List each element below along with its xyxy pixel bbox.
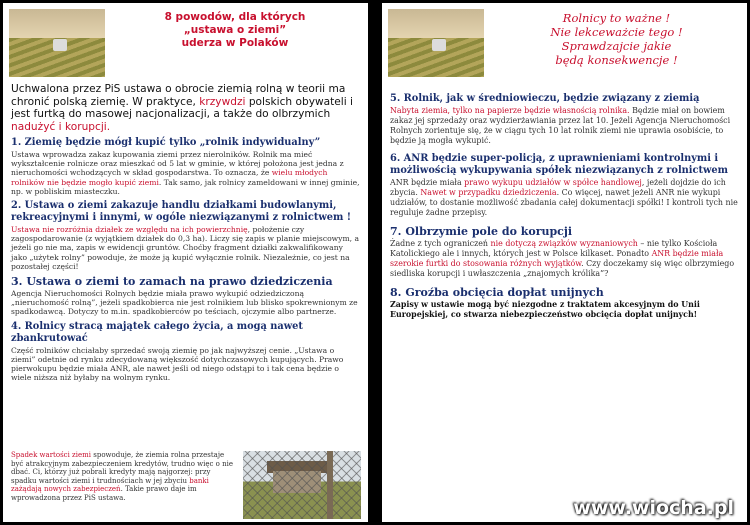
- section-8-body: Zapisy w ustawie mogą być niezgodne z traktatem akcesyjnym do Unii Europejskiej, co stwarza niebezpieczeństwo obcięcia dopłat unijnych!: [390, 300, 700, 319]
- left-header: 8 powodów, dla których „ustawa o ziemi” uderza w Polaków: [164, 11, 306, 49]
- left-content: [11, 83, 360, 386]
- section-7-title: 7. Olbrzymie pole do korupcji: [390, 225, 573, 238]
- land-value-note: Spadek wartości ziemi spowoduje, że ziemia rolna przestaje być atrakcyjnym zabezpieczeniem kredytów, trudno więc o nie dbać. Ci, którzy już pobrali kredyty mają najgorzej: przy spadku wartości ziemi i trudnościach w jej zbyciu banki zażądają nowych zabezpieczeń. Takie prawo daje im wprowadzona przez PiS ustawa.: [11, 451, 233, 502]
- section-4: [11, 321, 360, 383]
- section-6: [390, 153, 739, 218]
- section-4-body: Część rolników chciałaby sprzedać swoją ziemię po jak najwyższej cenie. „Ustawa o ziemi” odetnie od rynku zdecydowaną większość dotychczasowych kupujących. Prawo pierwokupu będzie miała ANR, ale nawet jeśli od niego odstąpi to i tak cena będzie o wiele niższa niż byłaby na wolnym rynku.: [11, 345, 344, 383]
- section-3-body: Agencja Nieruchomości Rolnych będzie miała prawo wykupić odziedziczoną „nieruchomość rolną”, jeżeli spadkobierca nie jest rolnikiem lub blisko spokrewnionym ze spadkodawcą. Dotyczy to m.in. spadkobierców po teściach, ojczymie albo partnerze.: [11, 289, 358, 317]
- site-watermark: www.wiocha.pl: [573, 497, 734, 519]
- left-page: [3, 3, 368, 522]
- fenced-house-photo: [243, 451, 361, 519]
- section-1-body: Ustawa wprowadza zakaz kupowania ziemi przez nierolników. Rolnik ma mieć wykształcenie rolnicze oraz mieszkać od 5 lat w gminie, w której położona jest jedna z nieruchomości wchodzących w skład gospodarstwa. To oznacza, że wielu młodych rolników nie będzie mogło kupić ziemi. Tak samo, jak rolnicy zameldowani w innej gminie, np. w pobliskim miasteczku.: [11, 150, 360, 196]
- section-8-title: 8. Groźba obcięcia dopłat unijnych: [390, 286, 604, 299]
- right-content: [390, 93, 739, 327]
- section-4-title: 4. Rolnicy stracą majątek całego życia, a mogą nawet zbankrutować: [11, 320, 303, 344]
- section-2: [11, 200, 360, 271]
- section-5-body: Nabyta ziemia, tylko na papierze będzie własnością rolnika. Będzie miał on bowiem zakaz jej sprzedaży oraz wydzierżawiania przez lat 10. Jeżeli Agencja Nieruchomości Rolnych zorientuje się, że w ciągu tych 10 lat rolnik ziemi nie uprawia osobiście, to będzie ją mogła wykupić.: [390, 106, 731, 145]
- section-6-title: 6. ANR będzie super-policją, z uprawnieniami kontrolnymi i możliwością wykupywania spółek niezwiązanych z rolnictwem: [390, 153, 729, 176]
- section-8: [390, 286, 739, 320]
- section-6-body: ANR będzie miała prawo wykupu udziałów w spółce handlowej, jeżeli dojdzie do ich zbycia. Nawet w przypadku dziedziczenia. Co więcej, nawet jeżeli ANR nie wykupi udziałów, to dostanie możliwość zbadania całej dokumentacji spółki! I kontroli tych nie reguluje żadne przepisy.: [390, 178, 738, 217]
- field-photo-right: [388, 9, 484, 77]
- section-7-body: Żadne z tych ograniczeń nie dotyczą związków wyznaniowych – nie tylko Kościoła Katolickiego ale i innych, których jest w Polsce kilkaset. Ponadto ANR będzie miała szerokie furtki do stosowania różnych wyjątków. Czy doczekamy się więc olbrzymiego siedliska korupcji i uwłaszczenia „znajomych królika”?: [390, 239, 735, 278]
- field-photo: [9, 9, 105, 77]
- right-page: [382, 3, 747, 522]
- section-3-title: 3. Ustawa o ziemi to zamach na prawo dziedziczenia: [11, 275, 333, 289]
- section-2-body: Ustawa nie rozróżnia działek ze względu na ich powierzchnię, położenie czy zagospodarowanie (z wyjątkiem działek do 0,3 ha). Liczy się zapis w planie miejscowym, a jeżeli go nie ma, zapis w ewidencji gruntów. Choćby fragment działki zakwalifikowany jako „użytek rolny” powoduje, że może ją kupić wyłącznie rolnik. Niezależnie, co jest na pozostałej części!: [11, 225, 360, 271]
- section-5-title: 5. Rolnik, jak w średniowieczu, będzie związany z ziemią: [390, 93, 700, 104]
- section-1-title: 1. Ziemię będzie mógł kupić tylko „rolnik indywidualny”: [11, 137, 321, 148]
- section-2-title: 2. Ustawa o ziemi zakazuje handlu działkami budowlanymi, rekreacyjnymi i innymi, w ogóle niezwiązanymi z rolnictwem !: [11, 200, 352, 224]
- intro-paragraph: Uchwalona przez PiS ustawa o obrocie ziemią rolną w teorii ma chronić polską ziemię. W praktyce, krzywdzi polskich obywateli i jest furtką do masowej nacjonalizacji, a także do olbrzymich nadużyć i korupcji.: [11, 83, 353, 133]
- section-3: [11, 275, 360, 317]
- section-7: [390, 225, 739, 279]
- section-5: [390, 93, 739, 146]
- right-header: Rolnicy to ważne ! Nie lekceważcie tego ! Sprawdzajcie jakie będą konsekwencje !: [550, 11, 683, 67]
- section-1: [11, 137, 360, 196]
